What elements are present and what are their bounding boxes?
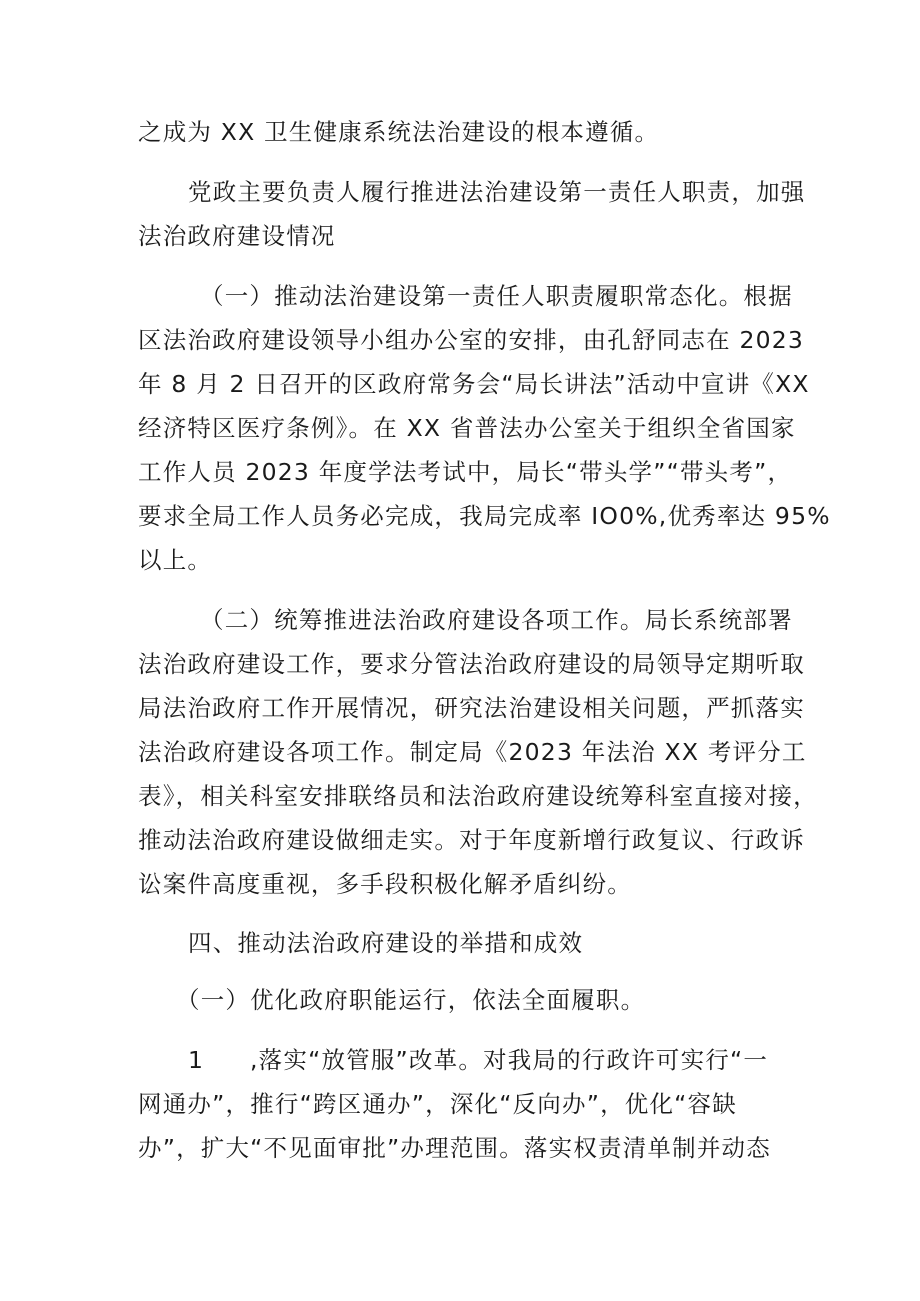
paragraph-line: 法治政府建设工作，要求分管法治政府建设的局领导定期听取	[138, 650, 805, 678]
paragraph-line: 法治政府建设各项工作。制定局《2023 年法治 XX 考评分工	[138, 738, 807, 766]
paragraph-line: 推动法治政府建设做细走实。对于年度新增行政复议、行政诉	[138, 826, 805, 854]
section-heading-line: 党政主要负责人履行推进法治建设第一责任人职责，加强	[188, 178, 806, 206]
paragraph-line: （一）推动法治建设第一责任人职责履职常态化。根据	[200, 282, 793, 310]
section-heading: 四、推动法治政府建设的举措和成效	[188, 929, 584, 957]
list-item-number: 1	[188, 1046, 205, 1074]
paragraph-line: 经济特区医疗条例》。在 XX 省普法办公室关于组织全省国家	[138, 414, 796, 442]
paragraph-line: 办”，扩大“不见面审批”办理范围。落实权责清单制并动态	[138, 1134, 771, 1162]
paragraph-line: 要求全局工作人员务必完成，我局完成率 IO0%,优秀率达 95%	[138, 502, 831, 530]
section-heading-line: 法治政府建设情况	[138, 222, 336, 250]
paragraph-continuation: 之成为 XX 卫生健康系统法治建设的根本遵循。	[138, 118, 660, 146]
list-item-first-line	[188, 1046, 848, 1074]
paragraph-line: 讼案件高度重视，多手段积极化解矛盾纠纷。	[138, 870, 632, 898]
paragraph-line: 工作人员 2023 年度学法考试中，局长“带头学”“带头考”，	[138, 458, 793, 486]
paragraph-line: 局法治政府工作开展情况，研究法治建设相关问题，严抓落实	[138, 694, 805, 722]
paragraph-line: 表》，相关科室安排联络员和法治政府建设统筹科室直接对接，	[138, 782, 818, 810]
subsection-heading: （一）优化政府职能运行，依法全面履职。	[176, 986, 646, 1014]
list-item-text: ,落实“放管服”改革。对我局的行政许可实行“一	[250, 1046, 769, 1074]
paragraph-line: 年 8 月 2 日召开的区政府常务会“局长讲法”活动中宣讲《XX	[138, 370, 810, 398]
paragraph-line: 区法治政府建设领导小组办公室的安排，由孔舒同志在 2023	[138, 326, 805, 354]
paragraph-line: 以上。	[138, 546, 213, 574]
paragraph-line: （二）统筹推进法治政府建设各项工作。局长系统部署	[200, 606, 793, 634]
paragraph-line: 网通办”，推行“跨区通办”，深化“反向办”，优化“容缺	[138, 1090, 737, 1118]
